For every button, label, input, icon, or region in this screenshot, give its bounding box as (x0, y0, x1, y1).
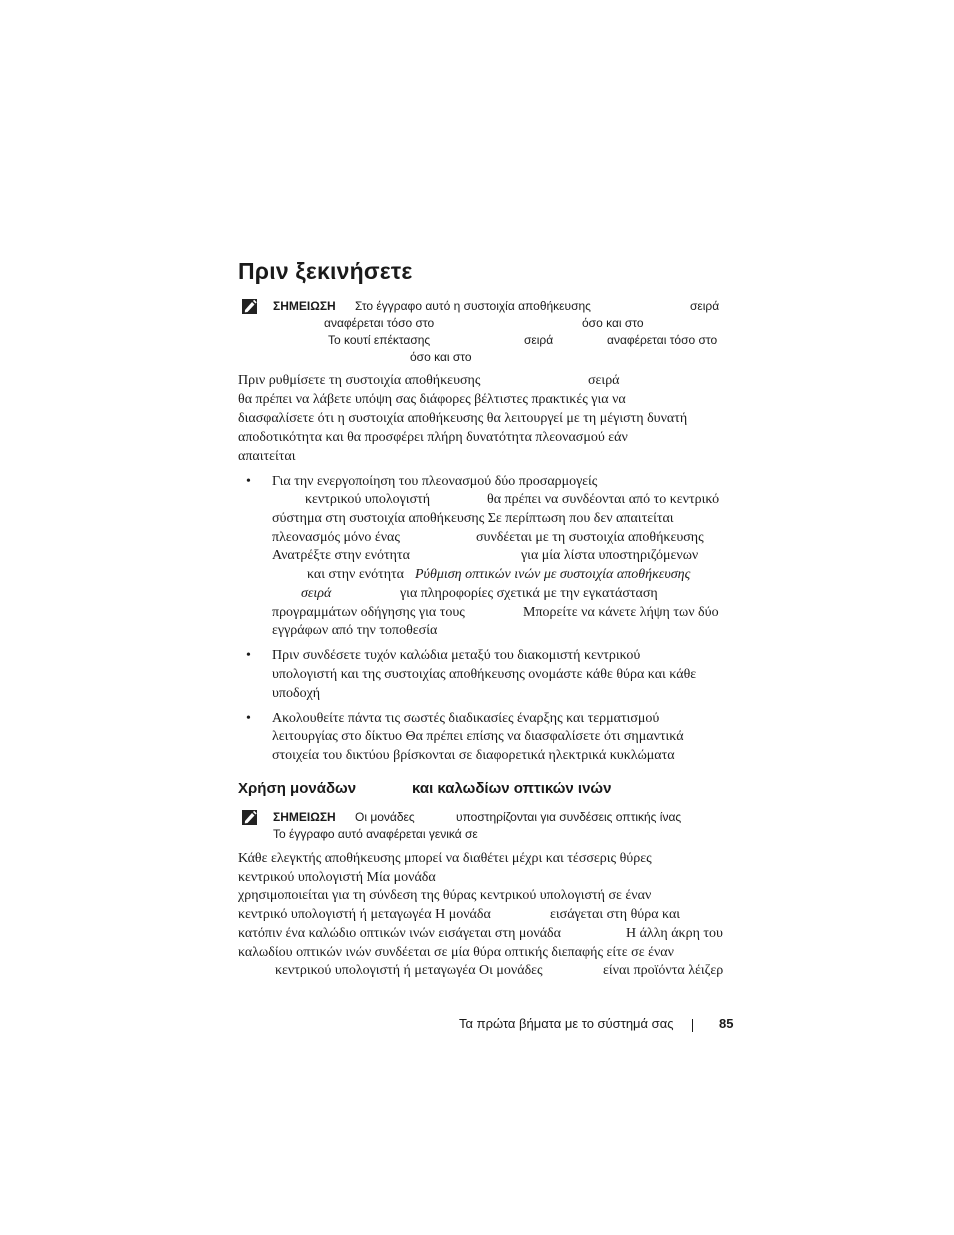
bullet-text: λειτουργίας στο δίκτυο Θα πρέπει επίσης να διασφαλίσετε ότι σημαντικά (272, 729, 684, 744)
footer-divider (692, 1019, 693, 1032)
body-text: κεντρικό υπολογιστή ή μεταγωγέα Η μονάδα (238, 907, 491, 922)
note-text: αναφέρεται τόσο στο (607, 333, 718, 347)
note-label: ΣΗΜΕΙΩΣΗ (273, 810, 336, 824)
section-heading: και καλωδίων οπτικών ινών (412, 780, 612, 797)
body-text: Η άλλη άκρη του (626, 926, 723, 941)
bullet-text: σειρά (301, 586, 332, 601)
note-text: όσο και στο (410, 350, 472, 364)
bullet-text: εγγράφων από την τοποθεσία (272, 623, 438, 638)
bullet-text: υποδοχή (272, 686, 321, 701)
page-title: Πριν ξεκινήσετε (238, 258, 413, 284)
bullet-text: κεντρικού υπολογιστή (305, 492, 431, 507)
bullet-text: Πριν συνδέσετε τυχόν καλώδια μεταξύ του διακομιστή κεντρικού (272, 648, 641, 663)
body-text: Κάθε ελεγκτής αποθήκευσης μπορεί να διαθέτει μέχρι και τέσσερις θύρες (238, 851, 652, 866)
note-text: όσο και στο (582, 316, 644, 330)
note-text: Το έγγραφο αυτό αναφέρεται γενικά σε (273, 827, 478, 841)
bullet-text: Για την ενεργοποίηση του πλεονασμού δύο προσαρμογείς (272, 474, 598, 489)
body-text: κατόπιν ένα καλώδιο οπτικών ινών εισάγεται στη μονάδα (238, 926, 561, 941)
body-text: καλωδίου οπτικών ινών συνδέεται σε μία θύρα οπτικής διεπαφής είτε σε έναν (238, 945, 674, 960)
note-text: Το κουτί επέκτασης (328, 333, 431, 347)
bullet-text: υπολογιστή και της συστοιχίας αποθήκευσης ονομάστε κάθε θύρα και κάθε (272, 667, 697, 682)
bullet-mark: • (246, 648, 251, 663)
intro-text: απαιτείται (238, 449, 296, 464)
note-text: σειρά (524, 333, 554, 347)
note-text: Οι μονάδες (355, 810, 415, 824)
intro-text: διασφαλίσετε ότι η συστοιχία αποθήκευσης θα λειτουργεί με τη μέγιστη δυνατή (238, 411, 688, 426)
section-heading: Χρήση μονάδων (238, 780, 357, 797)
bullet-mark: • (246, 474, 251, 489)
bullet-text: πλεονασμός μόνο ένας (272, 530, 400, 545)
note-text: υποστηρίζονται για συνδέσεις οπτικής ίνας (456, 810, 682, 824)
note-label: ΣΗΜΕΙΩΣΗ (273, 299, 336, 313)
bullet-text: στοιχεία του δικτύου βρίσκονται σε διαφορετικά ηλεκτρικά κυκλώματα (272, 748, 675, 763)
note-text: σειρά (690, 299, 720, 313)
body-text: κεντρικού υπολογιστή ή μεταγωγέα Οι μονάδες (275, 963, 543, 978)
body-text: είναι προϊόντα λέιζερ (603, 963, 724, 978)
bullet-text: συνδέεται με τη συστοιχία αποθήκευσης (476, 530, 704, 545)
note-pencil-icon (241, 808, 259, 826)
bullet-text: Ανατρέξτε στην ενότητα (272, 548, 410, 563)
intro-text: Πριν ρυθμίσετε τη συστοιχία αποθήκευσης (238, 373, 481, 388)
intro-text: σειρά (588, 373, 620, 388)
body-text: κεντρικού υπολογιστή Μία μονάδα (238, 870, 436, 885)
bullet-text: για μία λίστα υποστηριζόμενων (521, 548, 699, 563)
bullet-text: Ακολουθείτε πάντα τις σωστές διαδικασίες έναρξης και τερματισμού (272, 711, 660, 726)
note-text: Στο έγγραφο αυτό η συστοιχία αποθήκευσης (355, 299, 591, 313)
intro-text: θα πρέπει να λάβετε υπόψη σας διάφορες βέλτιστες πρακτικές για να (238, 392, 626, 407)
bullet-text: προγραμμάτων οδήγησης για τους (272, 605, 465, 620)
page-number: 85 (719, 1016, 734, 1031)
note-pencil-icon (241, 297, 259, 315)
bullet-text: και στην ενότητα (307, 567, 404, 582)
bullet-text: Ρύθμιση οπτικών ινών με συστοιχία αποθήκευσης (415, 567, 691, 582)
bullet-text: θα πρέπει να συνδέονται από το κεντρικό (487, 492, 720, 507)
bullet-text: για πληροφορίες σχετικά με την εγκατάσταση (400, 586, 658, 601)
bullet-mark: • (246, 711, 251, 726)
bullet-text: σύστημα στη συστοιχία αποθήκευσης Σε περίπτωση που δεν απαιτείται (272, 511, 674, 526)
bullet-text: Μπορείτε να κάνετε λήψη των δύο (523, 605, 719, 620)
footer-chapter-title: Τα πρώτα βήματα με το σύστημά σας (459, 1016, 674, 1031)
note-text: αναφέρεται τόσο στο (324, 316, 435, 330)
body-text: εισάγεται στη θύρα και (550, 907, 681, 922)
intro-text: αποδοτικότητα και θα προσφέρει πλήρη δυνατότητα πλεονασμού εάν (238, 430, 628, 445)
body-text: χρησιμοποιείται για τη σύνδεση της θύρας κεντρικού υπολογιστή σε έναν (238, 888, 652, 903)
